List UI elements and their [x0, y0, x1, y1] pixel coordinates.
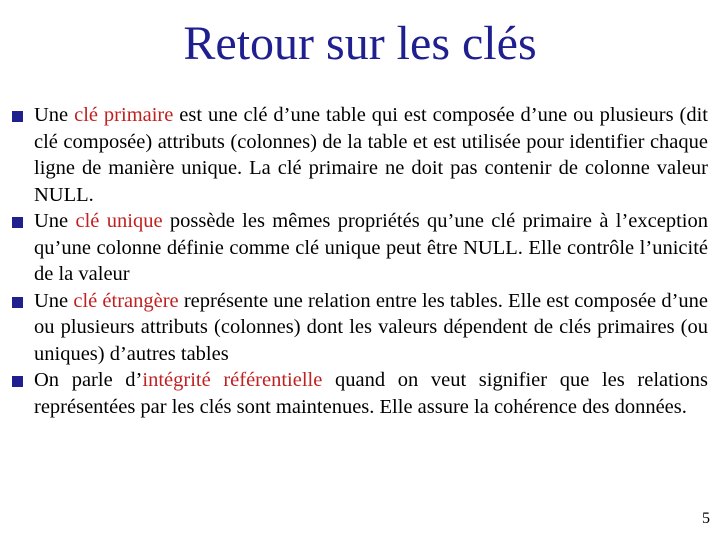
bullet-text-after: quand on veut signifier que les relations représentées par les clés sont maintenues. Elle assure la cohérence des données.: [34, 369, 708, 418]
term-foreign-key: clé étrangère: [73, 289, 179, 312]
page-number: 5: [702, 510, 710, 527]
term-referential-integrity: intégrité référentielle: [142, 369, 323, 391]
bullet-text-after: représente une relation entre les tables. Elle est composée d’une ou plusieurs attributs (colonnes) dont les valeurs dépendent de clés primaires (ou uniques) d’autres tables: [34, 289, 709, 365]
bullet-item-foreign-key: [12, 288, 708, 368]
square-bullet-icon: [12, 217, 23, 228]
square-bullet-icon: [12, 376, 23, 387]
bullet-list: [12, 102, 708, 420]
square-bullet-icon: [12, 297, 23, 308]
term-unique-key: clé unique: [75, 210, 163, 232]
term-primary-key: clé primaire: [74, 104, 174, 126]
bullet-text-after: est une clé d’une table qui est composée d’une ou plusieurs (dit clé composée) attributs (colonnes) de la table et est utilisée pour identifier chaque ligne de manière unique. La clé primaire ne doit pas contenir de colonne valeur NULL.: [34, 104, 708, 206]
bullet-text-before: Une: [34, 210, 76, 232]
bullet-text-before: Une: [34, 104, 75, 126]
bullet-text-after: possède les mêmes propriétés qu’une clé primaire à l’exception qu’une colonne définie comme clé unique peut être NULL. Elle contrôle l’unicité de la valeur: [34, 210, 708, 285]
square-bullet-icon: [12, 111, 23, 122]
slide-title: Retour sur les clés: [183, 17, 537, 70]
bullet-text-before: On parle d’: [34, 369, 143, 391]
bullet-item-primary-key: [12, 102, 708, 208]
bullet-text-before: Une: [34, 289, 74, 312]
bullet-item-referential-integrity: [12, 367, 708, 420]
bullet-item-unique-key: [12, 208, 708, 288]
